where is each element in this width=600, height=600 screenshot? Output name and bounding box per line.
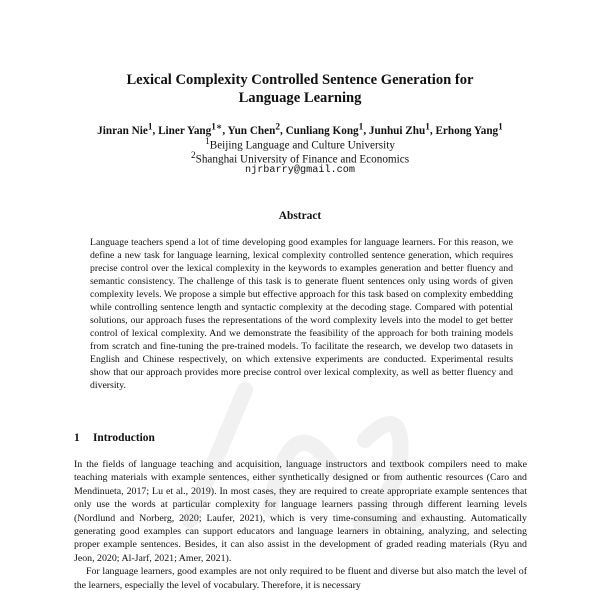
abstract-heading: Abstract <box>278 210 322 222</box>
affiliation-1: $^1$Beijing Language and Culture University <box>205 137 395 152</box>
contact-email: njrbarry@gmail.com <box>244 165 356 176</box>
affiliation-2: $^2$Shanghai University of Finance and Economics <box>190 151 410 166</box>
author: Jinran Nie$^1$ <box>97 122 153 137</box>
introduction-body <box>74 458 527 592</box>
intro-paragraph-1: In the fields of language teaching and acquisition, language instructors and textbook compilers need to make teaching materials with example sentences, either synthetically designed or from authentic resources (Caro and Mendinueta, 2017; Lu et al., 2019). In most cases, they are required to create appropriate example sentences that only use the words at particular complexity for language learners passing through different learning levels (Nordlund and Norberg, 2020; Laufer, 2021), which is very time-consuming and exhausting. Automatically generating good examples can support educators and language learners in obtaining, analyzing, and selecting proper example sentences. Besides, it can also assist in the development of graded reading materials (Ryu and Jeon, 2020; Al-Jarf, 2021; Amer, 2021). <box>74 459 527 564</box>
author: Junhui Zhu$^1$ <box>368 122 430 137</box>
intro-paragraph-2: For language learners, good examples are not only required to be fluent and diverse but also match the level of the learners, especially the level of vocabulary. Therefore, it is necessary <box>74 566 527 591</box>
abstract-body: Language teachers spend a lot of time developing good examples for language learners. For this reason, we define a new task for language learning, lexical complexity controlled sentence generation, which requires precise control over the lexical complexity in the keywords to examples generation and better fluency and semantic consistency. The challenge of this task is to generate fluent sentences only using words of given complexity levels. We propose a simple but effective approach for this task based on complexity embedding while controlling sentence length and syntactic complexity at the decoding stage. Compared with potential solutions, our approach fuses the representations of the word complexity levels into the model to get better control of lexical complexity. And we demonstrate the feasibility of the approach for both training models from scratch and fine-tuning the pre-trained models. To facilitate the research, we develop two datasets in English and Chinese respectively, on which extensive experiments are conducted. Experimental results show that our approach provides more precise control over lexical complexity, as well as better fluency and diversity. <box>90 237 513 391</box>
author: Erhong Yang$^1$ <box>435 122 503 137</box>
section-title: Introduction <box>93 432 155 444</box>
author: Yun Chen$^2$ <box>227 122 280 137</box>
section-number: 1 <box>74 432 80 444</box>
title-line-2: Language Learning <box>238 90 362 106</box>
section-heading <box>74 432 155 444</box>
title-line-1: Lexical Complexity Controlled Sentence Generation for <box>126 72 474 88</box>
author: Liner Yang$^{1∗}$ <box>158 122 223 137</box>
paper-title <box>60 71 540 107</box>
author: Cunliang Kong$^1$ <box>285 122 364 137</box>
author-list: Jinran Nie$^1$, Liner Yang$^{1∗}$, Yun Chen$^2$, Cunliang Kong$^1$, Junhui Zhu$^1$, Erhong Yang$^1$ <box>97 122 503 137</box>
